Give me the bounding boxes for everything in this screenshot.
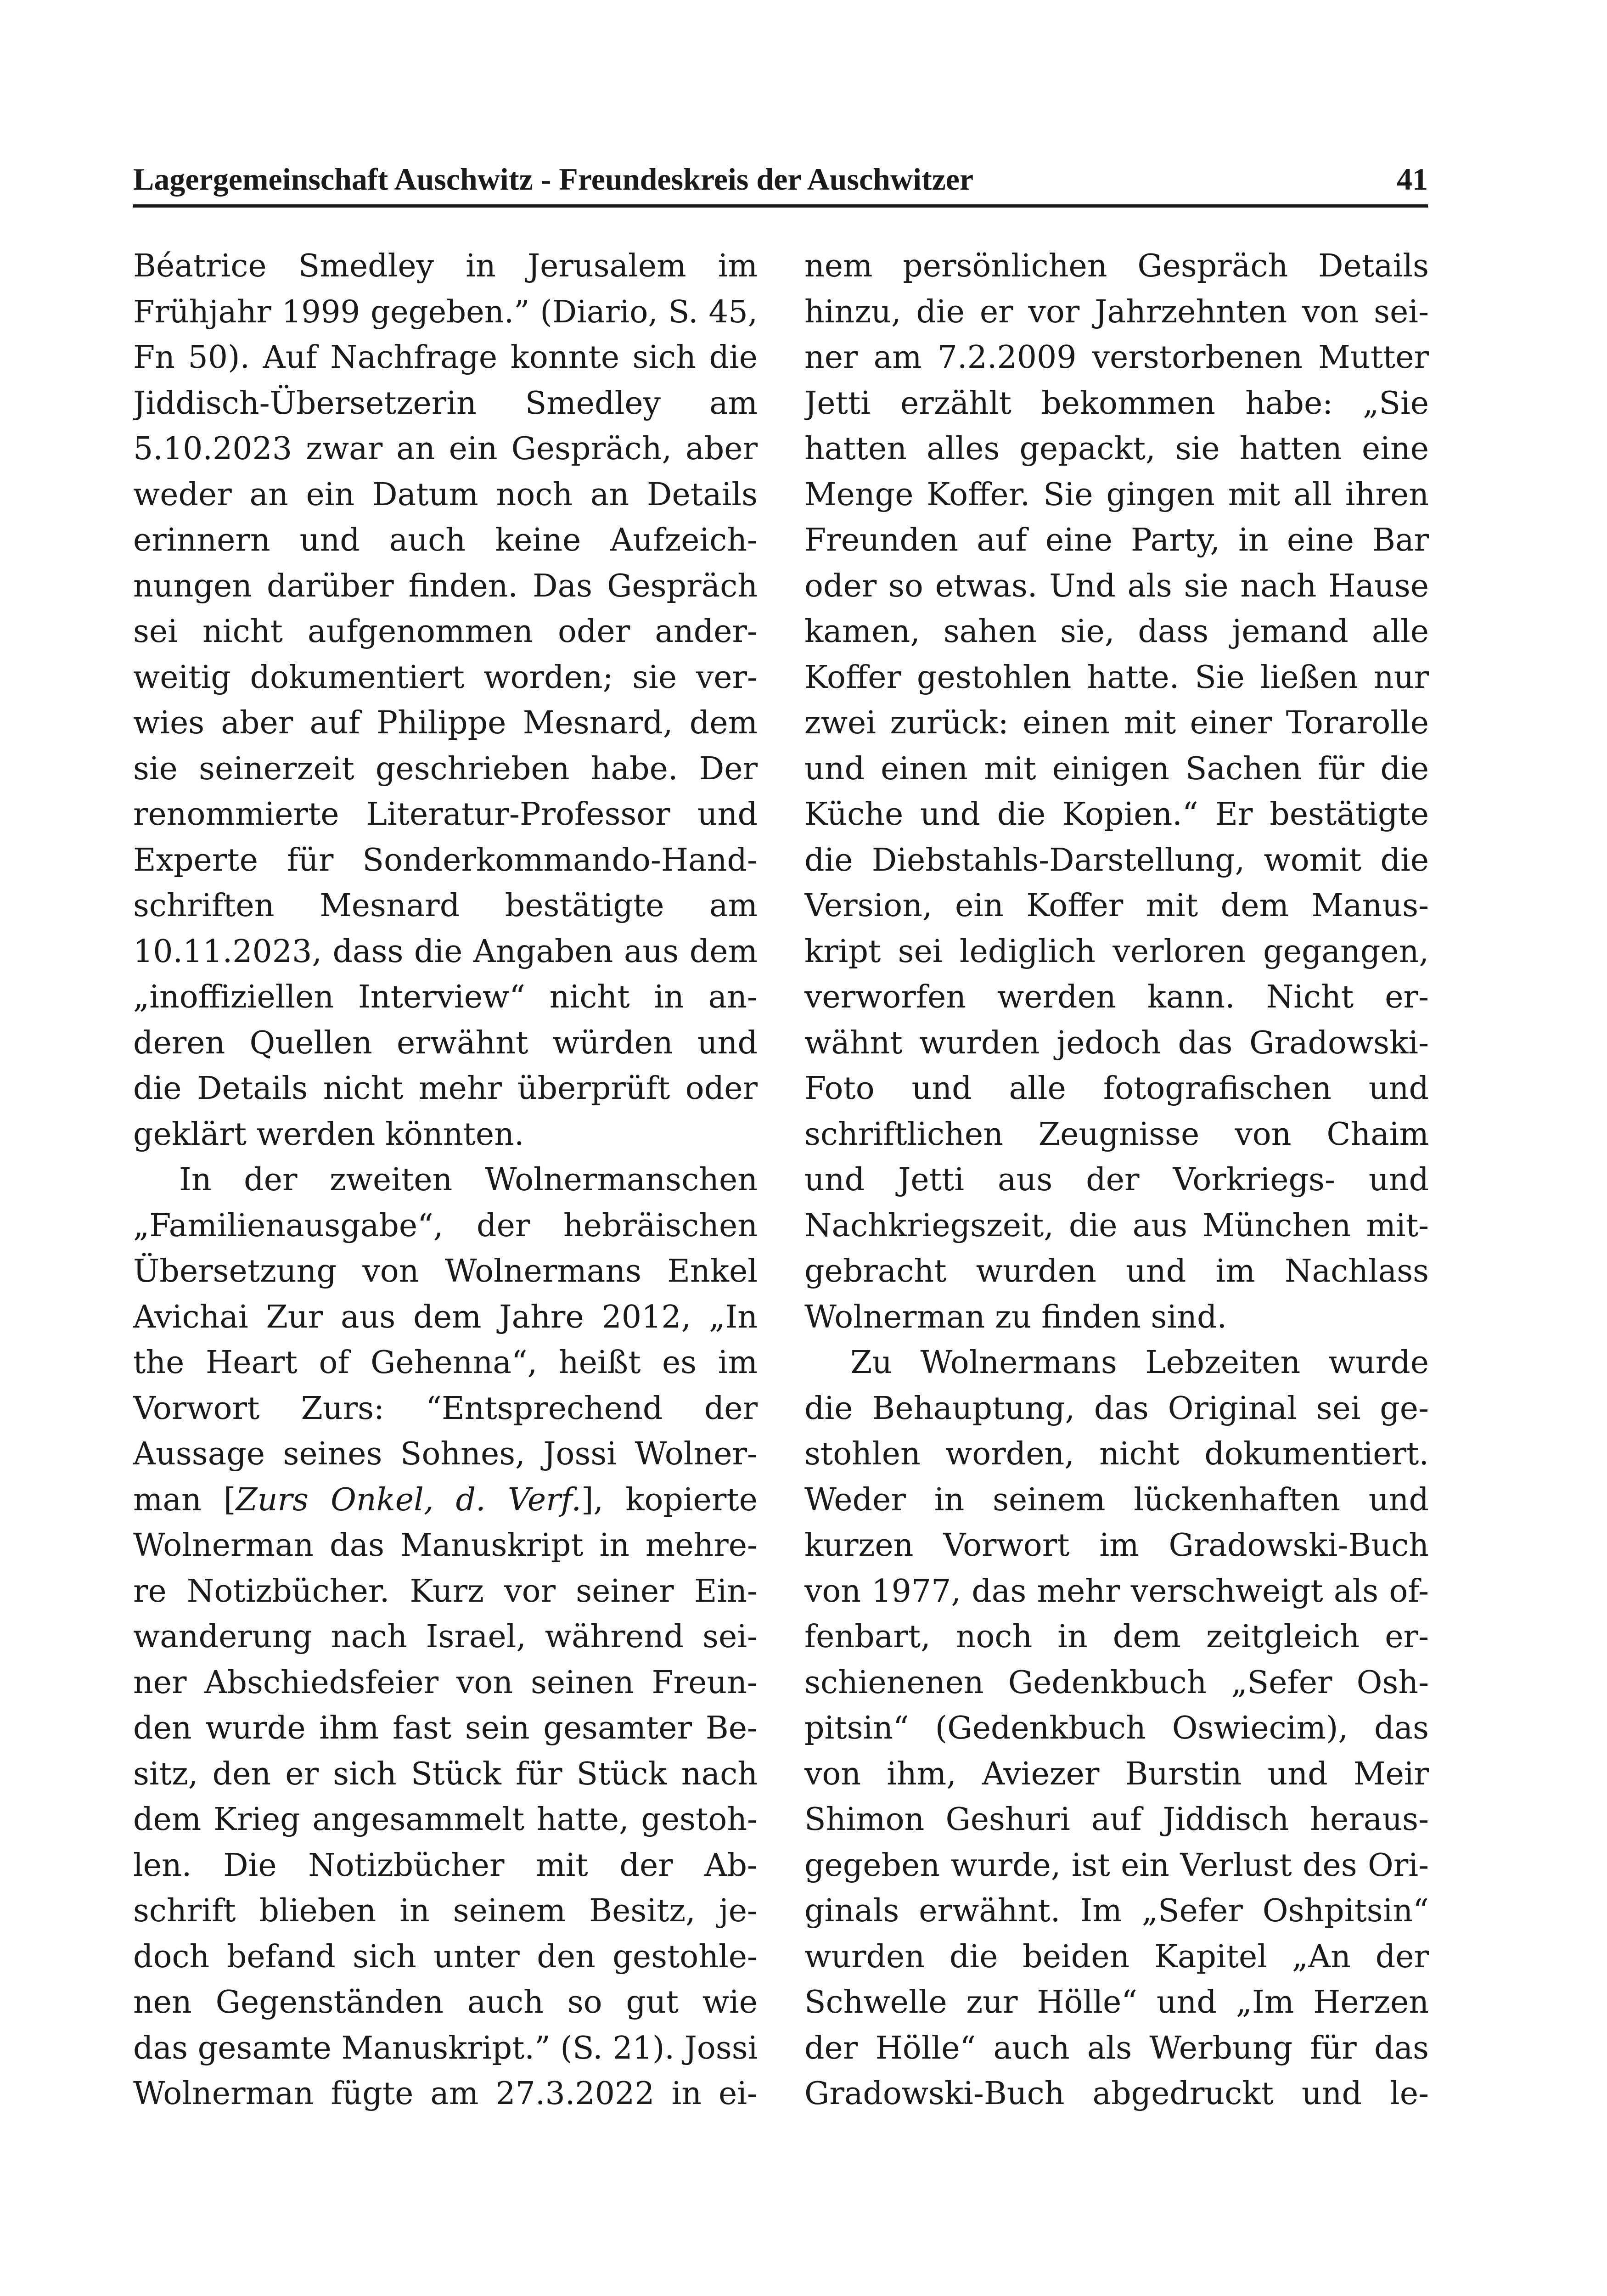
- text-line: kamen, sahen sie, dass jemand alle: [804, 613, 1429, 650]
- text-line: hinzu, die er vor Jahrzehnten von sei-: [804, 293, 1429, 330]
- text-line: Schwelle zur Hölle“ und „Im Herzen: [804, 1984, 1429, 2020]
- text-line: ner Abschiedsfeier von seinen Freun-: [133, 1664, 758, 1701]
- text-line: nungen darüber finden. Das Gespräch: [133, 568, 758, 604]
- text-line: weitig dokumentiert worden; sie ver-: [133, 659, 758, 696]
- text-line: gebracht wurden und im Nachlass: [804, 1253, 1429, 1289]
- text-line: Küche und die Kopien.“ Er bestätigte: [804, 796, 1429, 833]
- text-line: Übersetzung von Wolnermans Enkel: [133, 1253, 758, 1289]
- text-line: Vorwort Zurs: “Entsprechend der: [133, 1390, 758, 1427]
- text-line: schrift blieben in seinem Besitz, je-: [133, 1893, 758, 1929]
- header-rule: [133, 204, 1428, 208]
- text-line: 5.10.2023 zwar an ein Gespräch, aber: [133, 431, 758, 467]
- text-line: fenbart, noch in dem zeitgleich er-: [804, 1619, 1429, 1655]
- text-line: wanderung nach Israel, während sei-: [133, 1619, 758, 1655]
- text-line: ner am 7.2.2009 verstorbenen Mutter: [804, 339, 1429, 376]
- text-line: Fn 50). Auf Nachfrage konnte sich die: [133, 339, 758, 376]
- text-line: len. Die Notizbücher mit der Ab-: [133, 1847, 758, 1884]
- text-line: „inoffiziellen Interview“ nicht in an-: [133, 979, 758, 1015]
- text-line: zwei zurück: einen mit einer Torarolle: [804, 705, 1429, 741]
- text-line: die Diebstahls-Darstellung, womit die: [804, 842, 1429, 878]
- text-line: Gradowski-Buch abgedruckt und le-: [804, 2076, 1429, 2112]
- text-line: Jetti erzählt bekommen habe: „Sie: [804, 385, 1429, 422]
- page-number: 41: [1397, 162, 1428, 197]
- text-line: schriftlichen Zeugnisse von Chaim: [804, 1116, 1429, 1153]
- text-line: geklärt werden könnten.: [133, 1116, 524, 1153]
- text-line: sie seinerzeit geschrieben habe. Der: [133, 750, 758, 787]
- text-span: man [: [133, 1481, 236, 1518]
- text-line: In der zweiten Wolnermanschen: [179, 1162, 758, 1198]
- editorial-note: Zurs Onkel, d. Verf.: [236, 1481, 581, 1518]
- text-span: ], kopierte: [581, 1481, 758, 1518]
- text-line: stohlen worden, nicht dokumentiert.: [804, 1436, 1429, 1472]
- text-line: und einen mit einigen Sachen für die: [804, 750, 1429, 787]
- text-line: Freunden auf eine Party, in eine Bar: [804, 522, 1429, 558]
- text-line: re Notizbücher. Kurz vor seiner Ein-: [133, 1573, 758, 1609]
- text-line: ginals erwähnt. Im „Sefer Oshpitsin“: [804, 1893, 1429, 1929]
- text-line: oder so etwas. Und als sie nach Hause: [804, 568, 1429, 604]
- right-column: [804, 243, 1429, 2117]
- text-line: [133, 1477, 758, 1523]
- text-line: von 1977, das mehr verschweigt als of-: [804, 1573, 1429, 1609]
- text-line: Menge Koffer. Sie gingen mit all ihren: [804, 476, 1429, 513]
- running-header: [133, 156, 1428, 202]
- text-line: hatten alles gepackt, sie hatten eine: [804, 431, 1429, 467]
- text-line: der Hölle“ auch als Werbung für das: [804, 2030, 1429, 2066]
- text-line: nem persönlichen Gespräch Details: [804, 248, 1429, 284]
- text-line: wurden die beiden Kapitel „An der: [804, 1938, 1429, 1975]
- text-line: Jiddisch-Übersetzerin Smedley am: [133, 385, 758, 422]
- text-line: Experte für Sonderkommando-Hand-: [133, 842, 758, 878]
- text-line: the Heart of Gehenna“, heißt es im: [133, 1345, 758, 1381]
- text-line: Shimon Geshuri auf Jiddisch heraus-: [804, 1801, 1429, 1838]
- text-line: Frühjahr 1999 gegeben.” (Diario, S. 45,: [133, 293, 758, 330]
- text-line: sei nicht aufgenommen oder ander-: [133, 613, 758, 650]
- text-line: renommierte Literatur-Professor und: [133, 796, 758, 833]
- text-line: Béatrice Smedley in Jerusalem im: [133, 248, 758, 284]
- text-line: schriften Mesnard bestätigte am: [133, 888, 758, 924]
- text-line: Nachkriegszeit, die aus München mit-: [804, 1207, 1429, 1244]
- text-line: Version, ein Koffer mit dem Manus-: [804, 888, 1429, 924]
- text-line: Wolnerman fügte am 27.3.2022 in ei-: [133, 2076, 758, 2112]
- text-line: verworfen werden kann. Nicht er-: [804, 979, 1429, 1015]
- text-line: Foto und alle fotografischen und: [804, 1070, 1429, 1107]
- text-line: kript sei lediglich verloren gegangen,: [804, 933, 1429, 970]
- text-line: kurzen Vorwort im Gradowski-Buch: [804, 1527, 1429, 1564]
- text-line: den wurde ihm fast sein gesamter Be-: [133, 1710, 758, 1746]
- text-line: weder an ein Datum noch an Details: [133, 476, 758, 513]
- left-column: [133, 243, 758, 2117]
- text-line: die Details nicht mehr überprüft oder: [133, 1070, 758, 1107]
- text-line: und Jetti aus der Vorkriegs- und: [804, 1162, 1429, 1198]
- text-line: Zu Wolnermans Lebzeiten wurde: [850, 1345, 1429, 1381]
- text-line: sitz, den er sich Stück für Stück nach: [133, 1756, 758, 1792]
- text-line: die Behauptung, das Original sei ge-: [804, 1390, 1429, 1427]
- text-line: 10.11.2023, dass die Angaben aus dem: [133, 933, 758, 970]
- text-line: von ihm, Aviezer Burstin und Meir: [804, 1756, 1429, 1792]
- text-line: Wolnerman das Manuskript in mehre-: [133, 1527, 758, 1564]
- text-line: deren Quellen erwähnt würden und: [133, 1024, 758, 1061]
- text-line: wähnt wurden jedoch das Gradowski-: [804, 1024, 1429, 1061]
- text-line: das gesamte Manuskript.” (S. 21). Jossi: [133, 2030, 758, 2066]
- text-line: pitsin“ (Gedenkbuch Oswiecim), das: [804, 1710, 1429, 1746]
- text-line: nen Gegenständen auch so gut wie: [133, 1984, 758, 2020]
- text-line: schienenen Gedenkbuch „Sefer Osh-: [804, 1664, 1429, 1701]
- text-line: doch befand sich unter den gestohle-: [133, 1938, 758, 1975]
- text-line: dem Krieg angesammelt hatte, gestoh-: [133, 1801, 758, 1838]
- text-line: Koffer gestohlen hatte. Sie ließen nur: [804, 659, 1429, 696]
- text-line: Avichai Zur aus dem Jahre 2012, „In: [133, 1299, 758, 1335]
- running-title: Lagergemeinschaft Auschwitz - Freundeskreis der Auschwitzer: [133, 162, 974, 197]
- text-line: Aussage seines Sohnes, Jossi Wolner-: [133, 1436, 758, 1472]
- text-line: erinnern und auch keine Aufzeich-: [133, 522, 758, 558]
- text-line: Weder in seinem lückenhaften und: [804, 1481, 1429, 1518]
- text-line: „Familienausgabe“, der hebräischen: [133, 1207, 758, 1244]
- text-line: Wolnerman zu finden sind.: [804, 1299, 1227, 1335]
- text-line: wies aber auf Philippe Mesnard, dem: [133, 705, 758, 741]
- text-line: gegeben wurde, ist ein Verlust des Ori-: [804, 1847, 1429, 1884]
